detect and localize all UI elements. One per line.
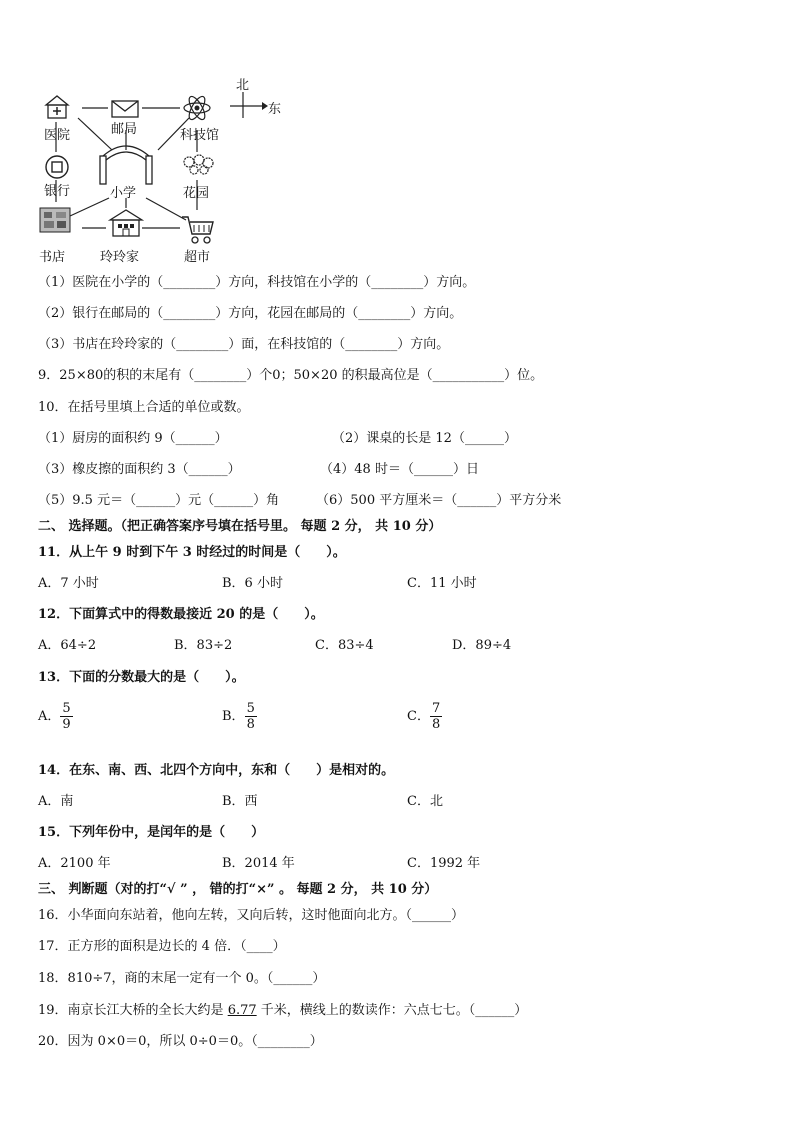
post-office-label: 邮局: [111, 122, 138, 137]
supermarket-label: 超市: [184, 250, 211, 265]
school-label: 小学: [110, 186, 137, 201]
question-17: 17．正方形的面积是边长的 4 倍．（____）: [38, 939, 286, 954]
question-13-option-b: [222, 701, 257, 732]
question-12-option-d: D．89÷4: [452, 638, 512, 653]
map-question-1: （1）医院在小学的（________）方向，科技馆在小学的（________）方向。: [38, 275, 476, 290]
question-11-option-b: B．6 小时: [222, 576, 283, 591]
question-13-option-c: [407, 701, 442, 732]
question-10-item-4: （4）48 时＝（______）日: [320, 462, 479, 477]
science-museum-label: 科技馆: [180, 128, 220, 143]
books-icon: [38, 204, 72, 234]
direction-map: [34, 70, 294, 270]
hospital-label: 医院: [44, 128, 71, 143]
house-icon: [108, 208, 144, 238]
question-10-item-6: （6）500 平方厘米＝（______）平方分米: [316, 493, 562, 508]
garden-label: 花园: [183, 186, 210, 201]
question-13-stem: 13．下面的分数最大的是（ ）。: [38, 670, 245, 685]
atom-icon: [182, 94, 212, 122]
map-question-2: （2）银行在邮局的（________）方向，花园在邮局的（________）方向。: [38, 306, 463, 321]
question-12-option-c: C．83÷4: [315, 638, 374, 653]
question-14-option-b: B．西: [222, 794, 258, 809]
question-10-item-5: （5）9.5 元＝（______）元（______）角: [38, 493, 280, 508]
fraction-c-denominator: 8: [431, 717, 441, 732]
question-20: 20．因为 0×0＝0，所以 0÷0＝0。（________）: [38, 1034, 323, 1049]
question-14-option-a: A．南: [38, 794, 74, 809]
hospital-icon: [44, 94, 70, 120]
question-10-item-2: （2）课桌的长是 12（______）: [332, 431, 517, 446]
envelope-icon: [110, 99, 140, 119]
fraction-b-denominator: 8: [246, 717, 255, 732]
option-a-label: A．: [38, 709, 61, 724]
east-label: 东: [268, 102, 282, 117]
question-19-underlined-number: 6.77: [227, 1003, 257, 1018]
question-13-option-a: [38, 701, 73, 732]
question-11-stem: 11．从上午 9 时到下午 3 时经过的时间是（ ）。: [38, 545, 346, 560]
question-19-suffix: 千米，横线上的数读作：六点七七。（______）: [256, 1003, 528, 1018]
section-3-heading: 三、 判断题（对的打“√ ” ， 错的打“×” 。 每题 2 分， 共 10 分）: [38, 882, 438, 897]
question-15-option-a: A．2100 年: [38, 856, 111, 871]
question-15-option-c: C．1992 年: [407, 856, 481, 871]
fraction-a-numerator: 5: [62, 701, 71, 716]
north-label: 北: [236, 78, 250, 93]
fraction-b: [245, 701, 257, 732]
section-2-heading: 二、 选择题。（把正确答案序号填在括号里。 每题 2 分， 共 10 分）: [38, 519, 442, 534]
map-question-3: （3）书店在玲玲家的（________）面，在科技馆的（________）方向。: [38, 337, 450, 352]
option-c-label: C．: [407, 709, 430, 724]
option-b-label: B．: [222, 709, 245, 724]
question-10-item-1: （1）厨房的面积约 9（______）: [38, 431, 228, 446]
question-10-item-3: （3）橡皮擦的面积约 3（______）: [38, 462, 241, 477]
coin-icon: [44, 154, 70, 180]
question-19: [38, 999, 527, 1018]
map-lines: [34, 70, 294, 270]
fraction-c: [430, 701, 442, 732]
fraction-c-numerator: 7: [431, 701, 441, 716]
fraction-b-numerator: 5: [246, 701, 255, 716]
question-14-stem: 14．在东、南、西、北四个方向中，东和（ ）是相对的。: [38, 763, 395, 778]
question-11-option-c: C．11 小时: [407, 576, 477, 591]
fraction-a-denominator: 9: [62, 717, 71, 732]
question-16: 16．小华面向东站着，他向左转，又向后转，这时他面向北方。（______）: [38, 908, 465, 923]
question-12-option-a: A．64÷2: [38, 638, 97, 653]
flowers-icon: [182, 154, 214, 176]
bookstore-label: 书店: [39, 250, 66, 265]
question-18: 18．810÷7，商的末尾一定有一个 0。（______）: [38, 971, 326, 986]
school-gate-icon: [98, 140, 154, 186]
question-15-stem: 15．下列年份中，是闰年的是（ ）: [38, 825, 265, 840]
question-10-stem: 10．在括号里填上合适的单位或数。: [38, 400, 250, 415]
question-11-option-a: A．7 小时: [38, 576, 99, 591]
question-14-option-c: C．北: [407, 794, 443, 809]
shopping-cart-icon: [180, 214, 216, 246]
fraction-a: [60, 701, 72, 732]
home-label: 玲玲家: [100, 250, 140, 265]
question-12-stem: 12．下面算式中的得数最接近 20 的是（ ）。: [38, 607, 324, 622]
question-15-option-b: B．2014 年: [222, 856, 295, 871]
question-9: 9．25×80的积的末尾有（________）个0；50×20 的积最高位是（___________）位。: [38, 368, 544, 383]
question-12-option-b: B．83÷2: [174, 638, 233, 653]
bank-label: 银行: [44, 184, 71, 199]
question-19-prefix: 19．南京长江大桥的全长大约是: [38, 1003, 228, 1018]
